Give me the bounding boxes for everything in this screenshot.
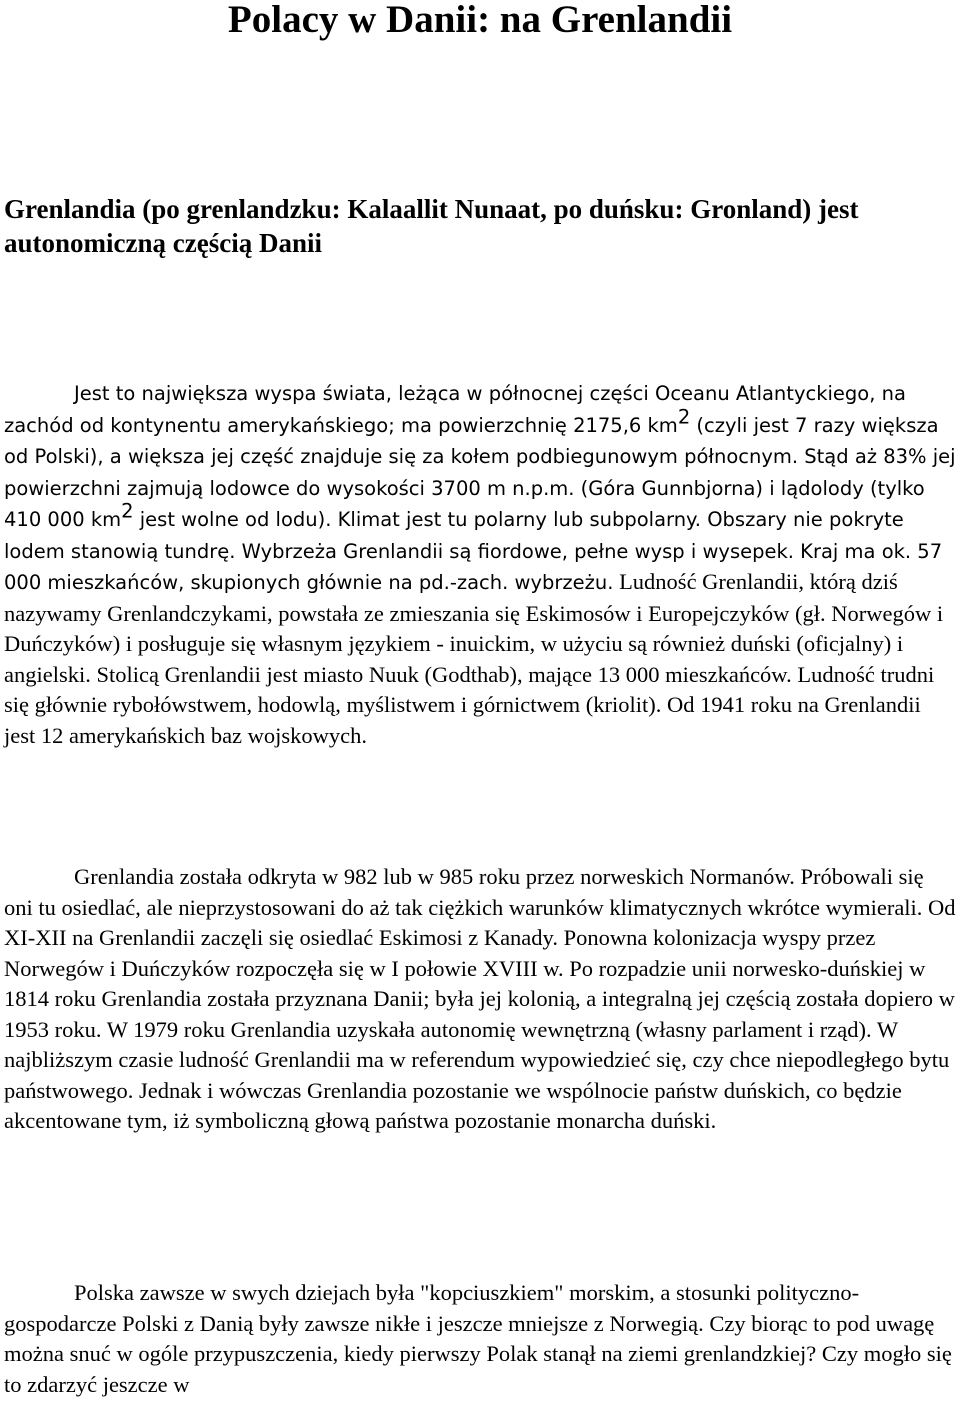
p1-text-c: Stąd aż 83% jej powierzchni zajmują lodowce do wysokości 3700 m n.p.m. (Góra Gunnbjorna) i lądolody (tylko 410 000 km xyxy=(4,445,956,531)
p1-text-e: Ludność Grenlandii, którą dziś nazywamy Grenlandczykami, powstała ze zmieszania się Eskimosów i Europejczyków (gł. Norwegów i Duńczyków) i posługuje się własnym językiem - inuickim, w użyciu są również duński (oficjalny) i angielski. Stolicą Grenlandii jest miasto Nuuk (Godthab), mające 13 000 mieszkańców. Ludność trudni się głównie rybołówstwem, hodowlą, myślistwem i górnictwem (kriolit). Od 1941 roku na Grenlandii jest 12 amerykańskich baz wojskowych. xyxy=(4,569,944,748)
p1-text-d: jest wolne od lodu). Klimat jest tu polarny lub subpolarny. Obszary nie pokryte lodem stanowią tundrę. Wybrzeża Grenlandii są fiordowe, pełne wysp i wysepek. Kraj ma ok. 57 000 mieszkańców, skupionych głównie na pd.-zach. wybrzeżu. xyxy=(4,508,943,594)
p1-text-b: (czyli jest 7 razy większa od Polski), a większa jej część znajduje się za kołem podbiegunowym północnym. xyxy=(4,413,939,468)
p1-superscript-1: 2 xyxy=(677,405,691,428)
page-title: Polacy w Danii: na Grenlandii xyxy=(227,0,733,41)
subtitle: Grenlandia (po grenlandzku: Kalaallit Nunaat, po duńsku: Gronland) jest autonomiczną częścią Danii xyxy=(4,194,859,258)
p1-text-a: Jest to największa wyspa świata, leżąca w północnej części Oceanu Atlantyckiego, na zachód od kontynentu amerykańskiego; ma powierzchnię 2175,6 km xyxy=(4,382,906,437)
p2-text: Grenlandia została odkryta w 982 lub w 985 roku przez norweskich Normanów. Próbowali się oni tu osiedlać, ale nieprzystosowani do aż tak ciężkich warunków klimatycznych wkrótce wymierali. Od XI-XII na Grenlandii zaczęli się osiedlać Eskimosi z Kanady. Ponowna kolonizacja wyspy przez Norwegów i Duńczyków rozpoczęła się w I połowie XVIII w. Po rozpadzie unii norwesko-duńskiej w 1814 roku Grenlandia została przyznana Danii; była jej kolonią, a integralną jej częścią została dopiero w 1953 roku. W 1979 roku Grenlandia uzyskała autonomię wewnętrzną (własny parlament i rząd). W najbliższym czasie ludność Grenlandii ma w referendum wypowiedzieć się, czy chce niepodległego bytu państwowego. Jednak i wówczas Grenlandia pozostanie we wspólnocie państw duńskich, co będzie akcentowane tym, iż symboliczną głową państwa pozostanie monarcha duński. xyxy=(4,864,956,1133)
p1-superscript-2: 2 xyxy=(121,499,134,523)
paragraph-3 xyxy=(4,1278,956,1400)
paragraph-2 xyxy=(4,862,956,1137)
p3-text: Polska zawsze w swych dziejach była "kopciuszkiem" morskim, a stosunki polityczno-gospodarcze Polski z Danią były zawsze nikłe i jeszcze mniejsze z Norwegią. Czy biorąc to pod uwagę można snuć w ogóle przypuszczenia, kiedy pierwszy Polak stanął na ziemi grenlandzkiej? Czy mogło się to zdarzyć jeszcze w xyxy=(4,1280,952,1397)
paragraph-1 xyxy=(4,378,956,751)
